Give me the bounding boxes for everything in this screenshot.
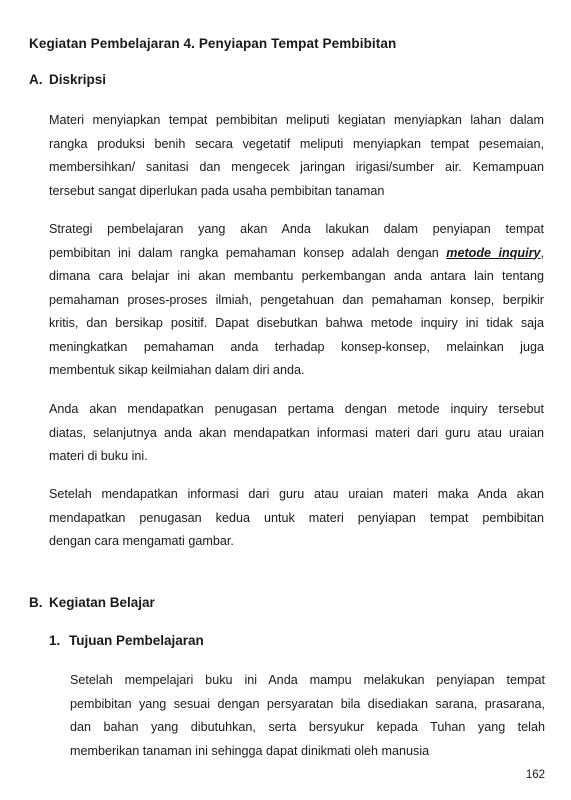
section-b-label: B. [29,595,43,610]
text-line: pembibitan yang sesuai dengan persyaratan bila disediakan sarana, prasarana, [70,696,545,711]
text-line: pemahaman proses-proses ilmiah, pengetahuan dan pemahaman konsep, berpikir [49,292,544,307]
section-a-heading [29,72,106,87]
description-paragraph-2 [49,218,544,383]
section-b-title: Kegiatan Belajar [49,595,155,610]
text-line: Setelah mempelajari buku ini Anda mampu melakukan penyiapan tempat [70,673,545,687]
page-number: 162 [525,769,545,781]
text-line: tersebut sangat diperlukan pada usaha pembibitan tanaman [49,183,385,198]
section-a-title: Diskripsi [49,72,107,87]
text-line: Setelah mendapatkan informasi dari guru atau uraian materi maka Anda akan [49,487,544,501]
learning-objective-paragraph [70,669,545,763]
text-segment: , [540,245,544,260]
metode-inquiry-emphasis: metode inquiry [446,245,541,260]
text-line: diatas, selanjutnya anda akan mendapatkan informasi materi dari guru atau uraian [49,425,544,440]
section-a-label: A. [29,72,43,87]
text-line: memberikan tanaman ini sehingga dapat dinikmati oleh manusia [70,743,430,758]
page-title: Kegiatan Pembelajaran 4. Penyiapan Tempat Pembibitan [29,36,397,51]
text-line: meningkatkan pemahaman anda terhadap konsep-konsep, melainkan juga [49,339,544,354]
text-line: rangka produksi benih secara vegetatif meliputi menyiapkan tempat pesemaian, [49,136,544,151]
text-line: mendapatkan penugasan kedua untuk materi penyiapan tempat pembibitan [49,510,544,525]
text-line: Anda akan mendapatkan penugasan pertama dengan metode inquiry tersebut [49,402,544,416]
description-paragraph-4 [49,483,544,554]
text-segment: pembibitan ini dalam rangka pemahaman konsep adalah dengan [49,245,447,260]
text-line: materi di buku ini. [49,449,148,463]
subsection-1-label: 1. [49,633,61,648]
text-line: membentuk sikap keilmiahan dalam diri anda. [49,363,305,377]
subsection-1-title: Tujuan Pembelajaran [69,633,204,648]
text-line: membersihkan/ sanitasi dan mengecek jaringan irigasi/sumber air. Kemampuan [49,160,544,174]
text-line: Strategi pembelajaran yang akan Anda lakukan dalam penyiapan tempat [49,222,544,236]
text-line: dimana cara belajar ini akan membantu perkembangan anda antara lain tentang [49,269,544,283]
text-line: dengan cara mengamati gambar. [49,534,234,548]
description-paragraph-1 [49,109,544,203]
text-line: Materi menyiapkan tempat pembibitan meliputi kegiatan menyiapkan lahan dalam [49,113,544,127]
text-line: dan bahan yang dibutuhkan, serta bersyukur kepada Tuhan yang telah [70,720,545,734]
subsection-1-heading [49,633,204,648]
section-b-heading [29,595,155,610]
text-line-with-emphasis [49,242,544,266]
text-line: kritis, dan bersikap positif. Dapat disebutkan bahwa metode inquiry ini tidak saja [49,316,544,330]
description-paragraph-3 [49,398,544,469]
